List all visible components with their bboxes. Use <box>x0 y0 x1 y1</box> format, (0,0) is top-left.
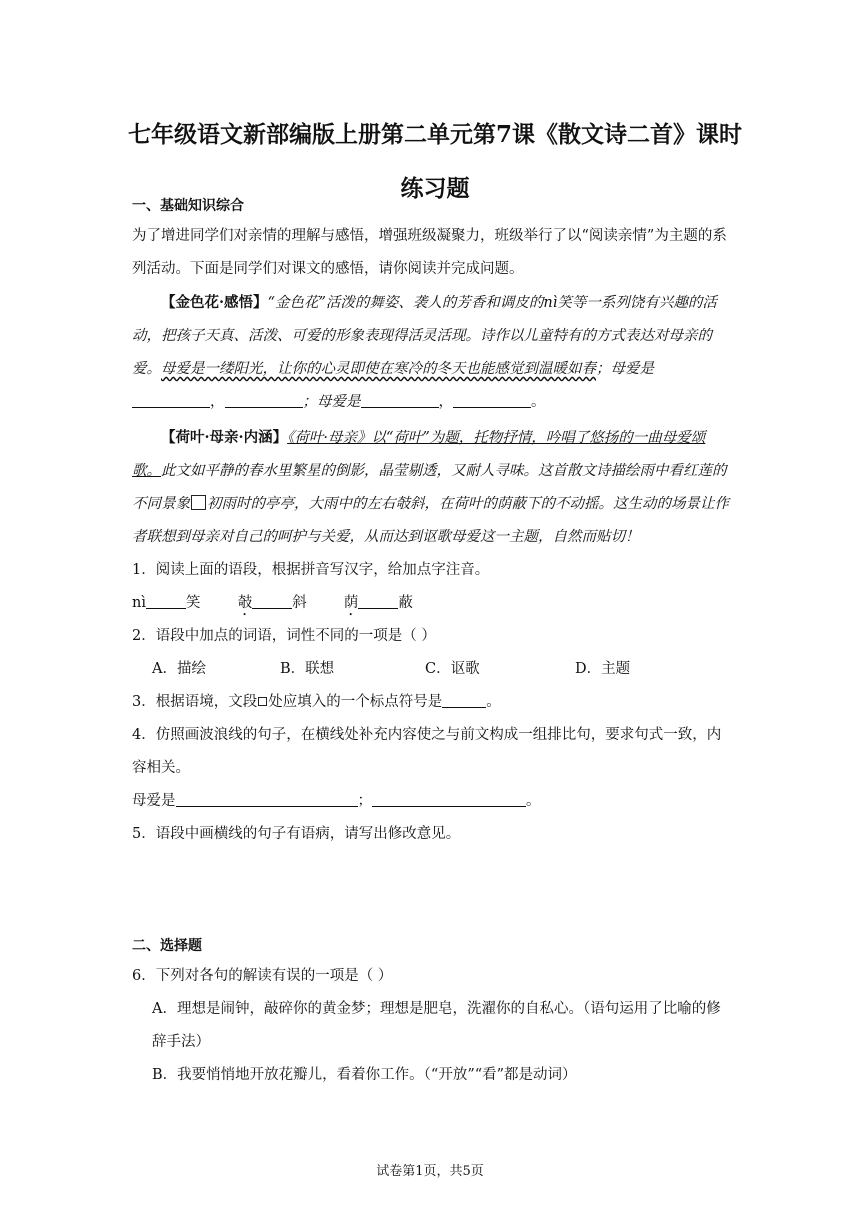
option-c[interactable]: C．讴歌 <box>425 661 480 677</box>
page-title: 七年级语文新部编版上册第二单元第7课《散文诗二首》课时练习题 <box>127 121 742 202</box>
char-text: 斜 <box>292 595 307 611</box>
paragraph-lotus-leaf <box>132 421 732 554</box>
question-1-blanks <box>132 587 732 620</box>
option-d[interactable]: D．主题 <box>575 661 631 677</box>
question-6-option-b[interactable]: B．我要悄悄地开放花瓣儿，看着你工作。（“开放”“看”都是动词） <box>152 1067 577 1083</box>
answer-blank[interactable] <box>358 594 398 609</box>
paragraph-text: 初雨时的亭亭，大雨中的左右攲斜，在荷叶的荫蔽下的不动摇。这生动的场景让作者联想到母亲对自己的呵护与关爱，从而达到讴歌母爱这一主题，自然而贴切！ <box>132 496 729 545</box>
answer-blank[interactable] <box>361 393 439 408</box>
paragraph-text: ；母爱是 <box>596 361 654 377</box>
question-5: 5．语段中画横线的句子有语病，请写出修改意见。 <box>132 826 461 842</box>
paragraph-label: 【荷叶·母亲·内涵】 <box>161 429 288 446</box>
period: 。 <box>526 793 541 809</box>
comma: ， <box>438 394 453 410</box>
section-heading-2: 二、选择题 <box>132 938 202 954</box>
answer-blank[interactable] <box>453 393 531 408</box>
period: 。 <box>531 394 546 410</box>
dotted-char: 荫 <box>343 595 359 611</box>
answer-blank[interactable] <box>225 393 303 408</box>
blank-box-icon <box>258 697 267 706</box>
option-b[interactable]: B．联想 <box>280 661 335 677</box>
answer-blank[interactable] <box>372 792 526 807</box>
paragraph-golden-flower <box>132 286 732 386</box>
paragraph-text: ；母爱是 <box>302 394 361 410</box>
answer-blank[interactable] <box>252 594 292 609</box>
answer-space <box>132 851 732 936</box>
question-text: 3．根据语境，文段 <box>132 694 258 710</box>
dotted-char: 攲 <box>237 595 253 611</box>
pinyin-text: nì <box>132 595 146 611</box>
period: 。 <box>486 694 501 710</box>
section-heading-1: 一、基础知识综合 <box>132 198 244 214</box>
question-6-option-a[interactable]: A．理想是闹钟，敲碎你的黄金梦；理想是肥皂，洗濯你的自私心。（语句运用了比喻的修辞手法） <box>152 1001 721 1050</box>
question-1: 1．阅读上面的语段，根据拼音写汉字，给加点字注音。 <box>132 562 490 578</box>
blank-box-icon <box>191 495 206 510</box>
page-footer: 试卷第1页，共5页 <box>376 1164 484 1179</box>
question-2: 2．语段中加点的词语，词性不同的一项是（ ） <box>132 628 436 644</box>
question-text: 处应填入的一个标点符号是 <box>268 694 443 710</box>
answer-blank[interactable] <box>442 693 486 708</box>
question-text: 母爱是 <box>132 793 176 809</box>
answer-blank[interactable] <box>132 393 210 408</box>
answer-blank[interactable] <box>146 594 186 609</box>
char-text: 蔽 <box>398 595 413 611</box>
paragraph-text: “金色花”活泼的舞姿、袭人的芳香和调皮的nì笑等一系列饶有兴趣的活动，把孩子天真、活泼、可爱的形象表现得活灵活现。诗作以儿童特有的方式表达对母亲的爱。 <box>132 295 717 377</box>
underlined-sentence: 《荷叶·母亲》以“荷叶”为题，托物抒情，吟唱了悠扬的一曲母爱颂歌。 <box>132 430 706 479</box>
wavy-sentence: 母爱是一缕阳光，让你的心灵即使在寒冷的冬天也能感觉到温暖如春 <box>161 361 596 377</box>
intro-paragraph: 为了增进同学们对亲情的理解与感悟，增强班级凝聚力，班级举行了以“阅读亲情”为主题的系列活动。下面是同学们对课文的感悟，请你阅读并完成问题。 <box>132 228 727 277</box>
semicolon: ； <box>357 793 372 809</box>
question-6: 6．下列对各句的解读有误的一项是（ ） <box>132 968 393 984</box>
question-3 <box>132 686 732 719</box>
answer-blank[interactable] <box>176 792 358 807</box>
fill-line <box>132 386 732 419</box>
char-text: 笑 <box>185 595 201 611</box>
question-2-options <box>132 653 732 686</box>
question-4: 4．仿照画波浪线的句子，在横线处补充内容使之与前文构成一组排比句，要求句式一致，内容相关。 <box>132 727 722 776</box>
option-a[interactable]: A．描绘 <box>152 661 206 677</box>
comma: ， <box>210 394 225 410</box>
document-body <box>132 196 732 1092</box>
paragraph-text: 此文如平静的春水里繁星的倒影，晶莹剔透，又耐人寻味。这首散文诗描绘雨中看红莲的不同景象 <box>132 463 727 512</box>
question-4-line <box>132 785 732 818</box>
paragraph-label: 【金色花·感悟】 <box>161 294 268 311</box>
